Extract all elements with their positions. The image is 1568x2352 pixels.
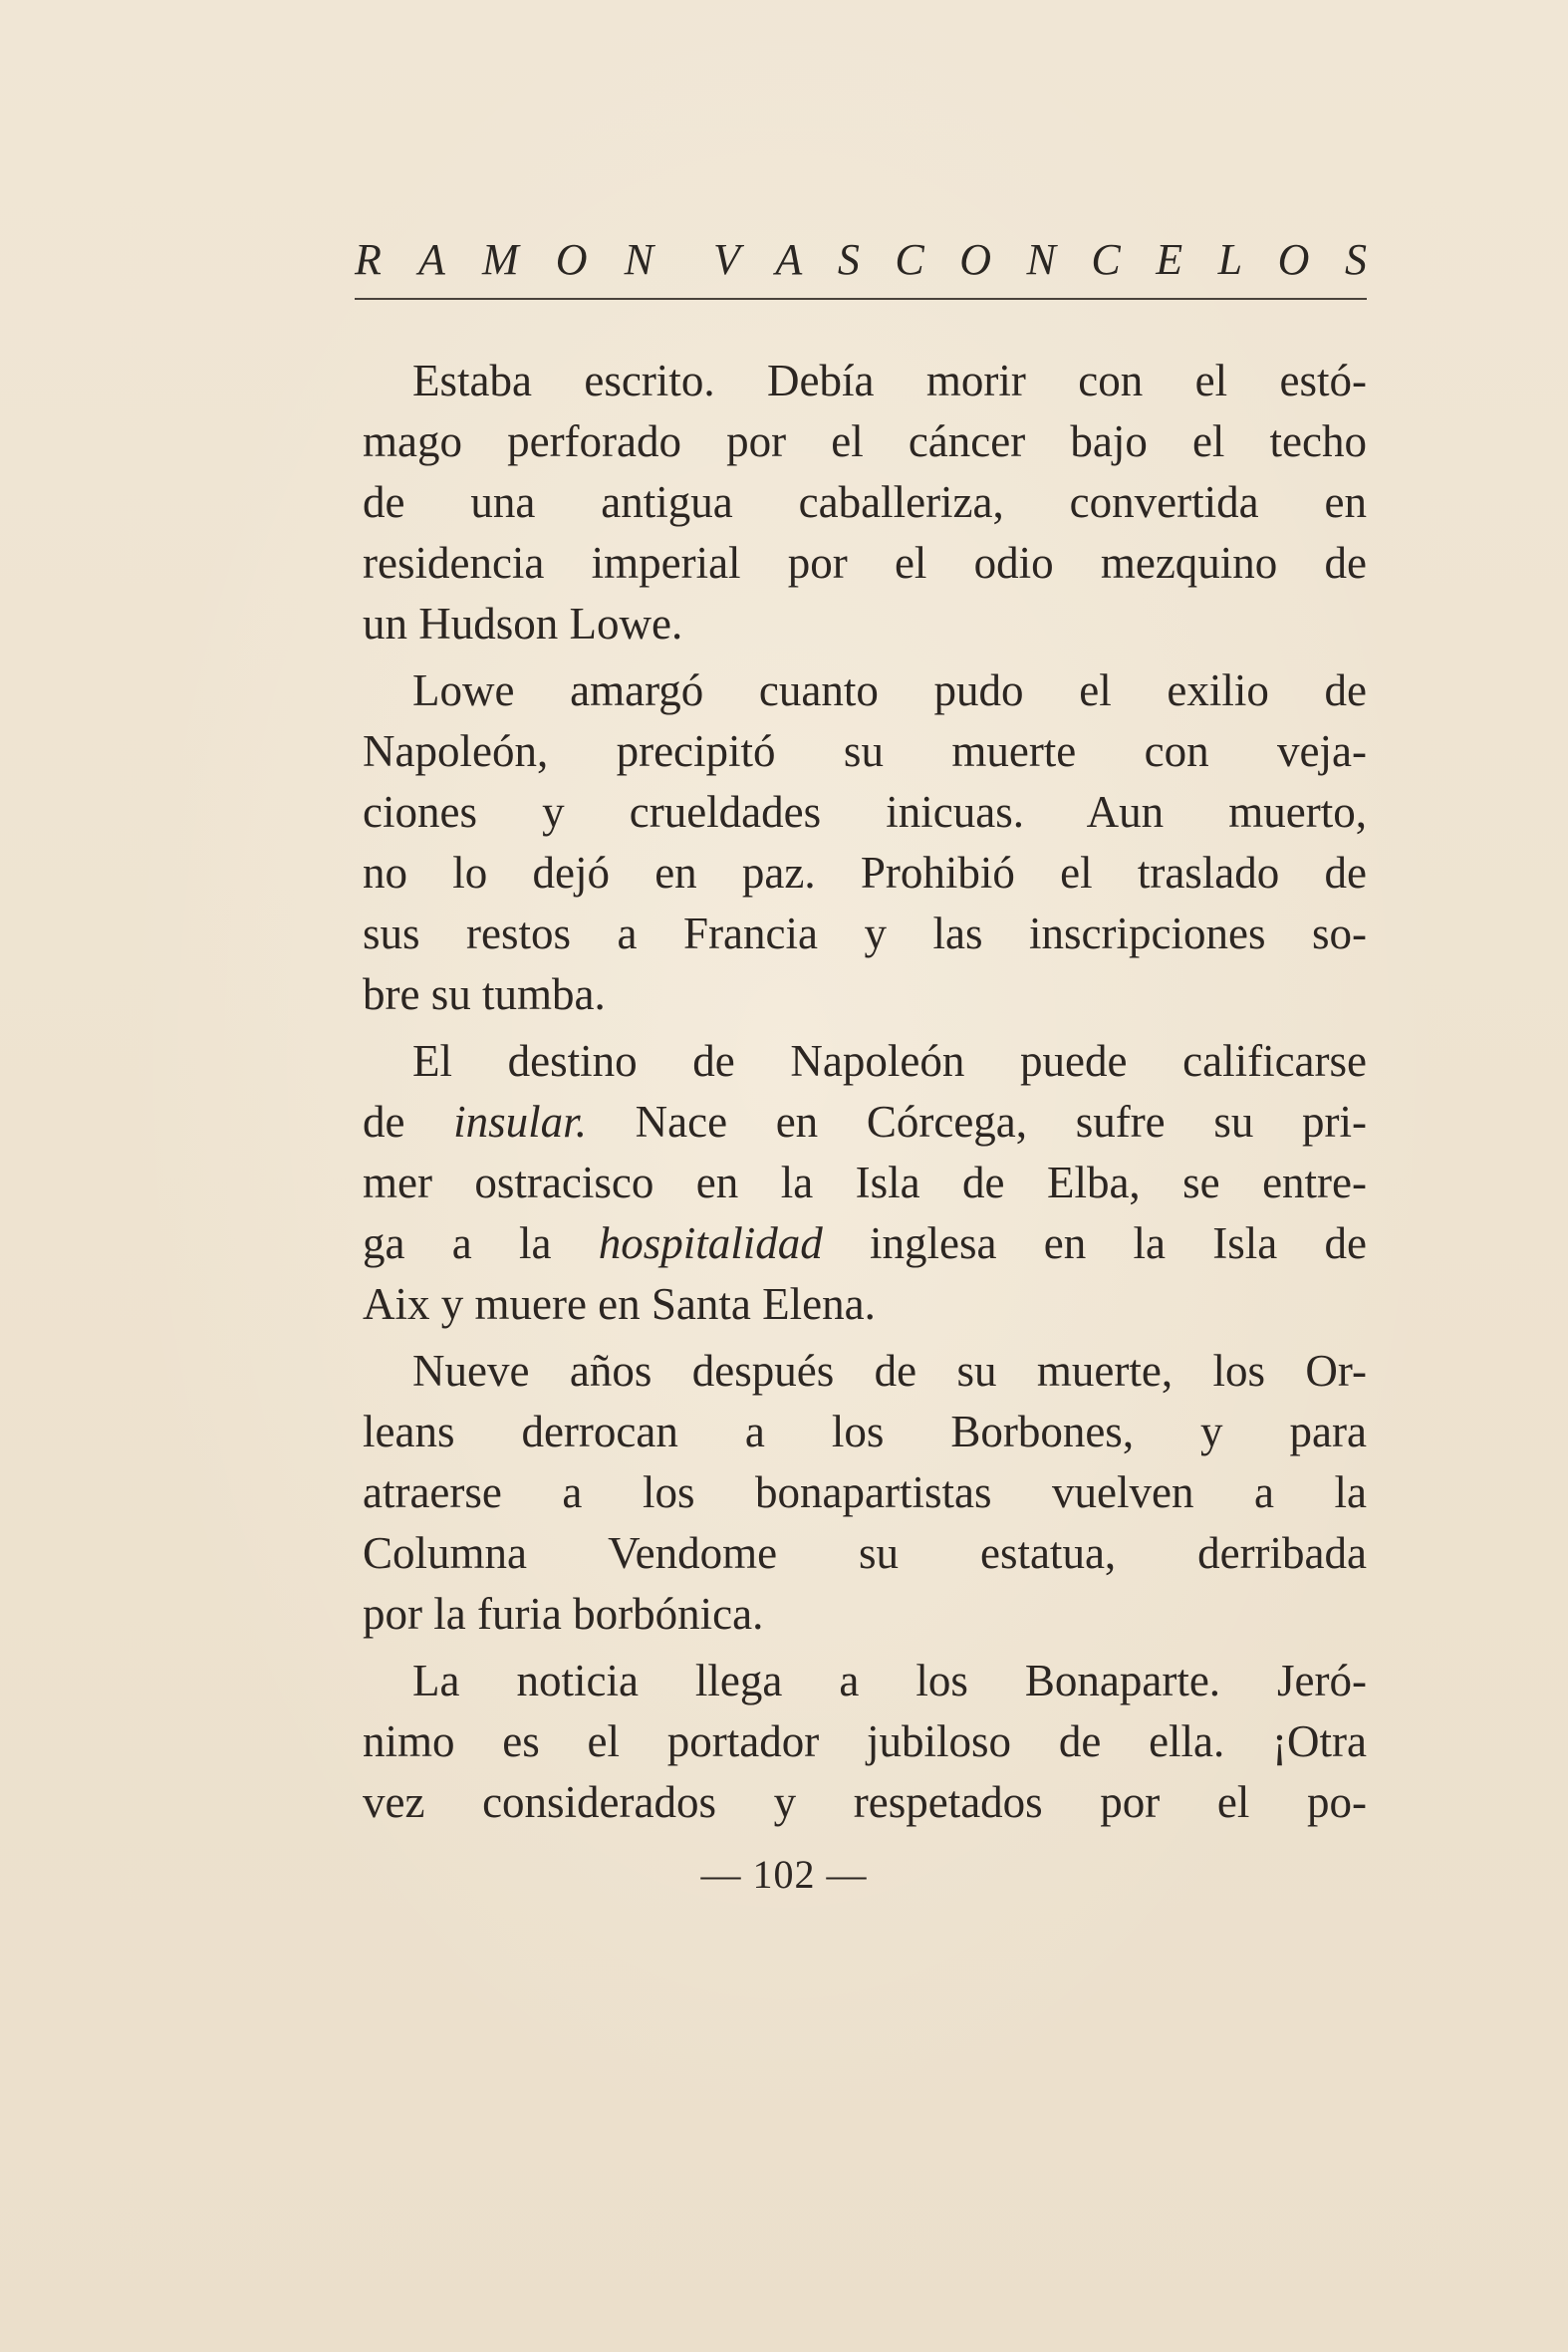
text-line: Estaba escrito. Debía morir con el estó- <box>412 356 1367 405</box>
paragraph <box>363 1031 1367 1335</box>
text-line: nimo es el portador jubiloso de ella. ¡Otra <box>363 1716 1367 1766</box>
text-line: La noticia llega a los Bonaparte. Jeró- <box>412 1656 1367 1705</box>
text-run: inglesa en la Isla de <box>822 1218 1368 1268</box>
running-head-letter: S <box>1344 234 1367 284</box>
running-head-letter: O <box>1277 234 1310 284</box>
text-line: El destino de Napoleón puede calificarse <box>412 1036 1367 1086</box>
running-head-letter: C <box>1091 234 1121 284</box>
text-run: ga a la <box>363 1218 599 1268</box>
running-head-author-first <box>355 234 653 285</box>
text-line <box>363 1092 1367 1153</box>
header-rule <box>355 298 1367 300</box>
text-line: residencia imperial por el odio mezquino de <box>363 538 1367 588</box>
running-head-letter: L <box>1217 234 1243 284</box>
page-number: — 102 — <box>700 1852 868 1897</box>
running-head <box>355 227 1367 291</box>
text-run: Nace en Córcega, sufre su pri- <box>586 1097 1367 1147</box>
running-head-letter: A <box>417 234 445 284</box>
text-run: de <box>363 1097 454 1147</box>
italic-word: insular. <box>453 1097 587 1147</box>
text-line: Napoleón, precipitó su muerte con veja- <box>363 726 1367 776</box>
paragraph <box>363 1651 1367 1833</box>
text-line <box>363 1213 1367 1274</box>
running-head-letter: O <box>555 234 588 284</box>
running-head-letter: E <box>1156 234 1183 284</box>
text-line: bre su tumba. <box>363 969 606 1019</box>
running-head-letter: V <box>713 234 740 284</box>
paragraph <box>363 1341 1367 1645</box>
text-line: de una antigua caballeriza, convertida en <box>363 477 1367 527</box>
text-line: un Hudson Lowe. <box>363 599 683 649</box>
text-line: sus restos a Francia y las inscripciones so- <box>363 909 1367 958</box>
paragraph <box>363 351 1367 654</box>
running-head-letter: A <box>775 234 803 284</box>
italic-word: hospitalidad <box>598 1218 823 1268</box>
text-line: leans derrocan a los Borbones, y para <box>363 1407 1367 1456</box>
running-head-letter: R <box>355 234 382 284</box>
text-line: mago perforado por el cáncer bajo el techo <box>363 416 1367 466</box>
text-line: Columna Vendome su estatua, derribada <box>363 1528 1367 1578</box>
running-head-letter: S <box>837 234 860 284</box>
text-line: Aix y muere en Santa Elena. <box>363 1279 876 1329</box>
text-line: Nueve años después de su muerte, los Or- <box>412 1346 1367 1396</box>
text-line: ciones y crueldades inicuas. Aun muerto, <box>363 787 1367 837</box>
running-head-letter: N <box>624 234 653 284</box>
running-head-author-last <box>713 234 1367 285</box>
text-line: no lo dejó en paz. Prohibió el traslado de <box>363 848 1367 898</box>
text-line: mer ostracisco en la Isla de Elba, se entre- <box>363 1158 1367 1207</box>
running-head-letter: N <box>1026 234 1056 284</box>
text-line: por la furia borbónica. <box>363 1589 764 1639</box>
text-line: vez considerados y respetados por el po- <box>363 1777 1367 1827</box>
running-head-letter: O <box>959 234 991 284</box>
body-text <box>363 351 1367 1839</box>
running-head-letter: C <box>895 234 924 284</box>
paragraph <box>363 660 1367 1025</box>
text-line: Lowe amargó cuanto pudo el exilio de <box>412 665 1367 715</box>
text-line: atraerse a los bonapartistas vuelven a la <box>363 1467 1367 1517</box>
running-head-letter: M <box>481 234 519 284</box>
